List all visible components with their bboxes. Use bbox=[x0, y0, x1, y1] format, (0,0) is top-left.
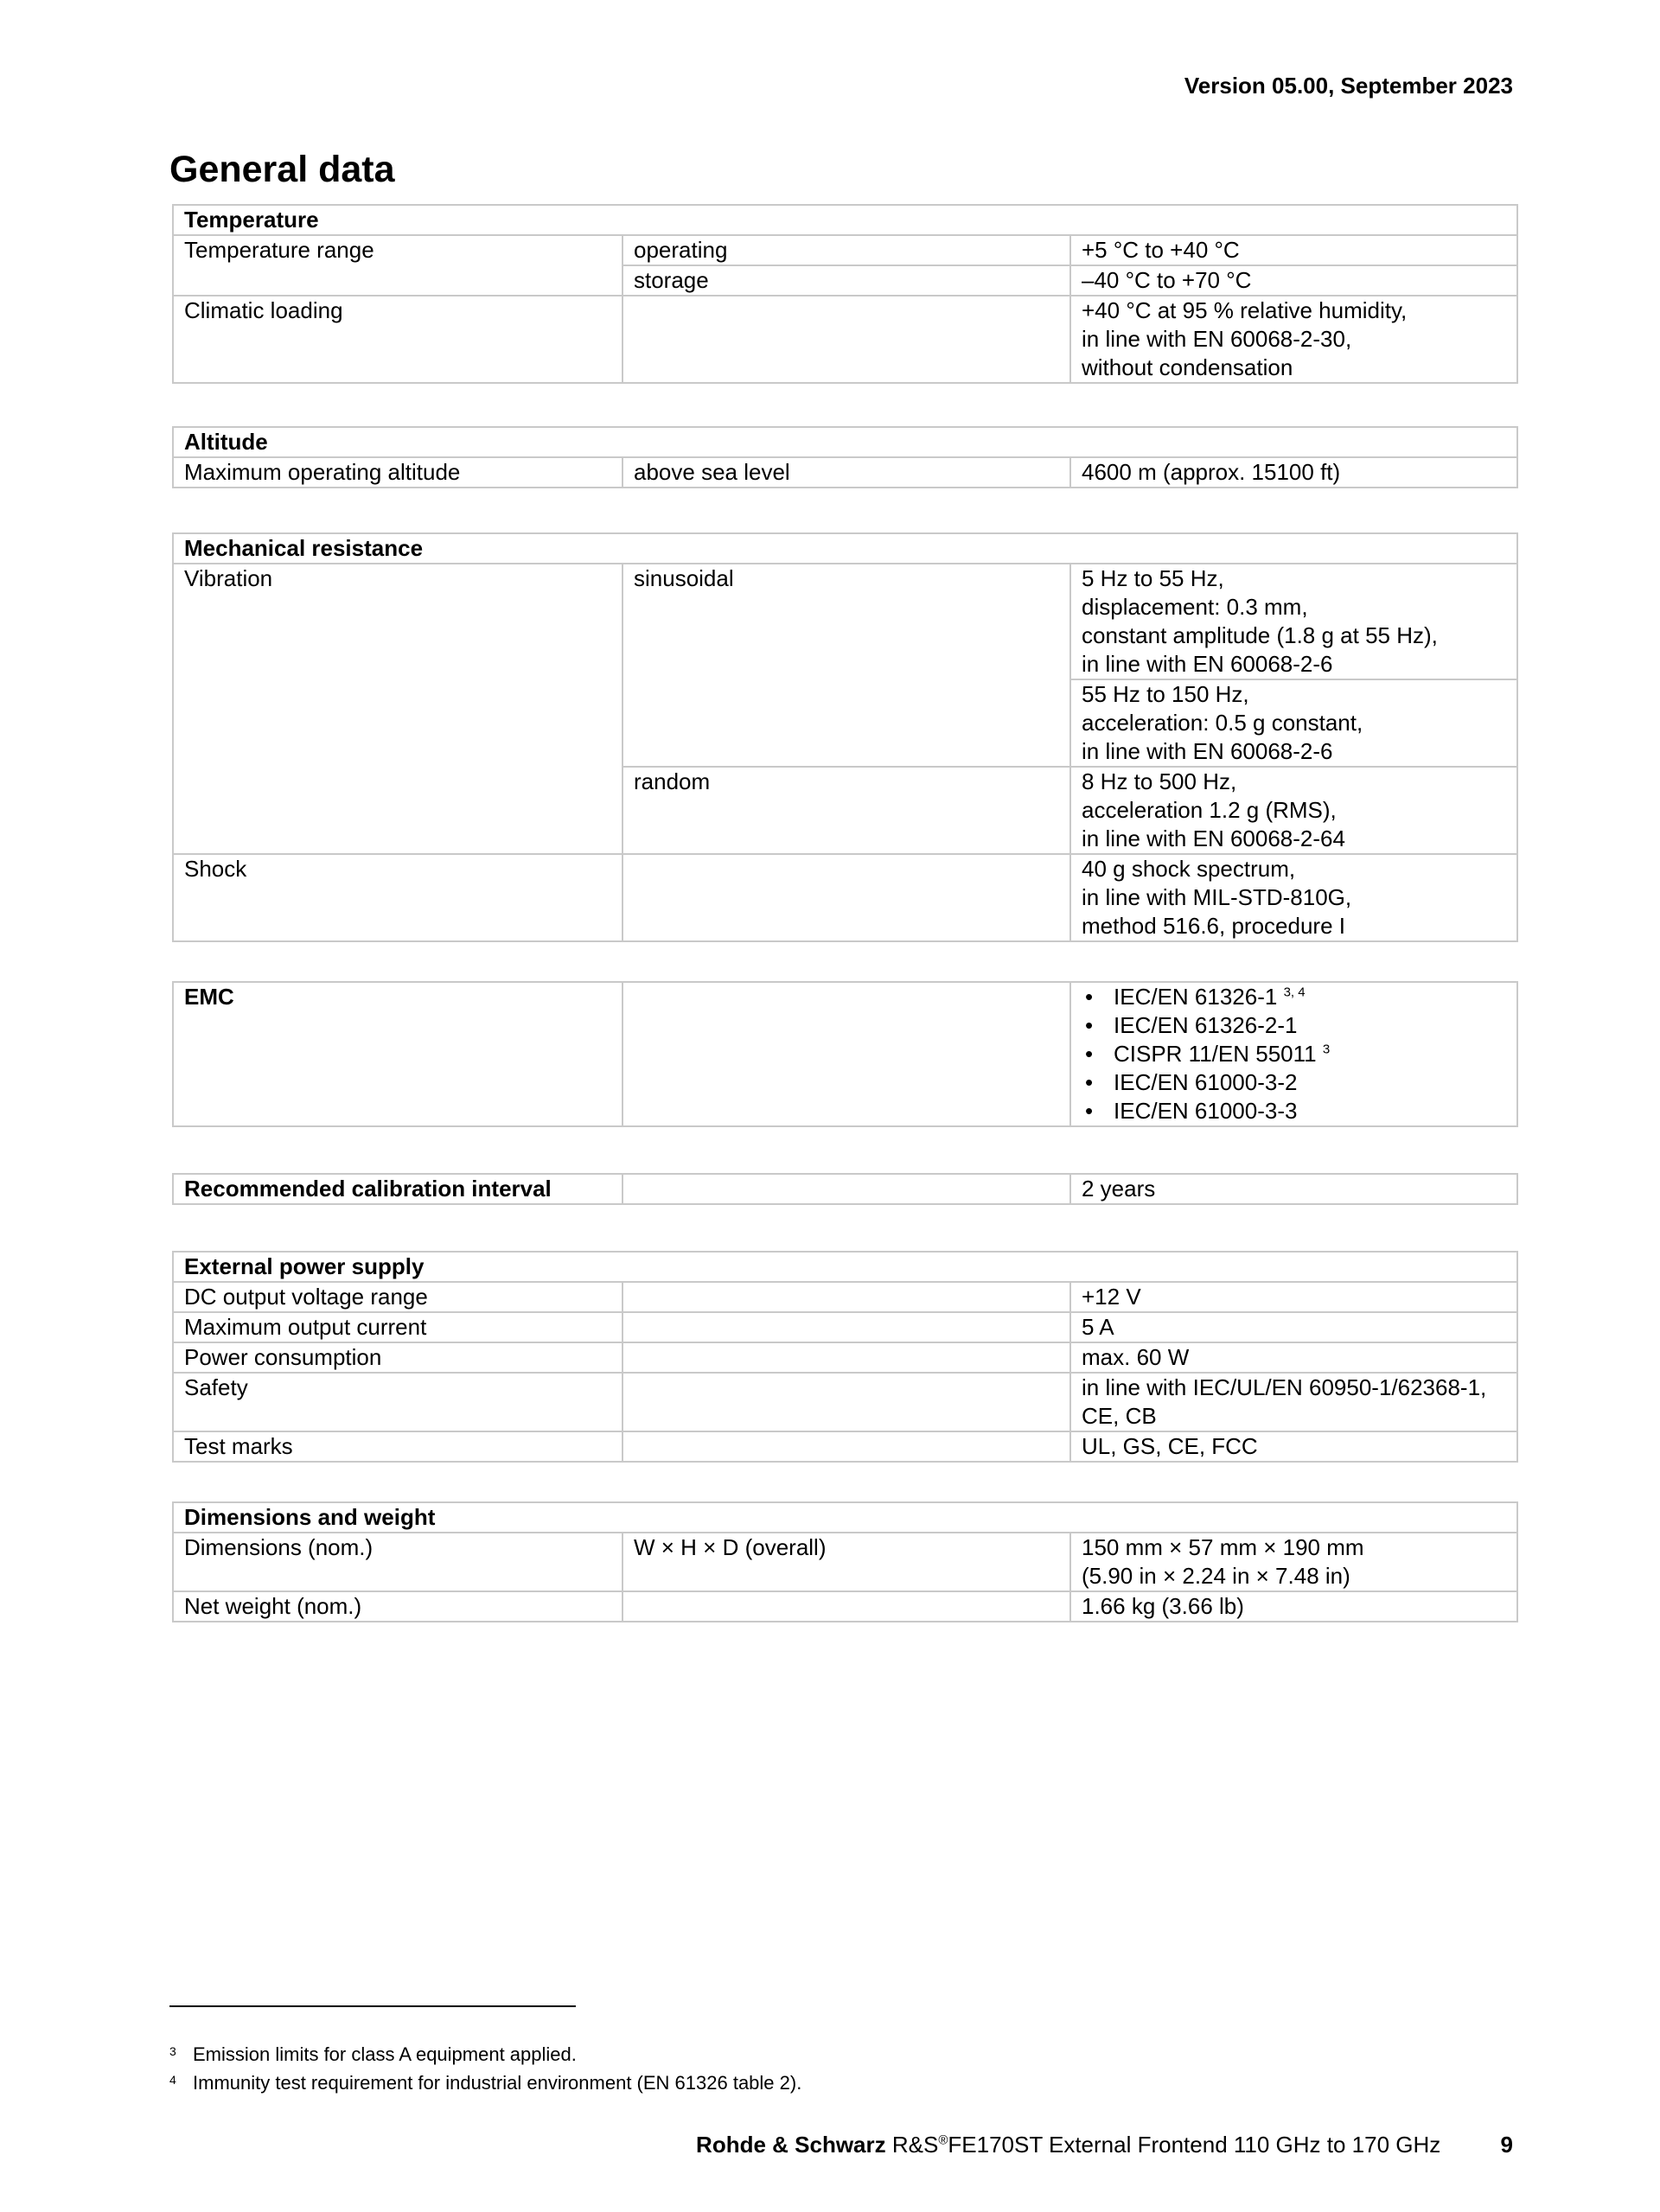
power-consumption-label: Power consumption bbox=[173, 1342, 622, 1373]
empty-cell bbox=[622, 1373, 1070, 1431]
footnote-mark: 3 bbox=[169, 2044, 176, 2058]
spec-line: in line with EN 60068-2-6 bbox=[1082, 651, 1333, 677]
emc-standards bbox=[1070, 982, 1517, 1126]
emc-item: • CISPR 11/EN 55011 $^3$ bbox=[1082, 1040, 1506, 1068]
spec-line: CE, CB bbox=[1082, 1403, 1157, 1429]
calibration-label: Recommended calibration interval bbox=[173, 1174, 622, 1204]
emc-item: • IEC/EN 61326-2-1 bbox=[1082, 1011, 1506, 1040]
altitude-condition: above sea level bbox=[622, 457, 1070, 488]
footnote-mark: 4 bbox=[169, 2073, 176, 2087]
footnote-text: Emission limits for class A equipment applied. bbox=[193, 2043, 577, 2065]
spec-line: method 516.6, procedure I bbox=[1082, 913, 1345, 939]
registered-mark: ® bbox=[938, 2132, 948, 2148]
dimensions-value bbox=[1070, 1533, 1517, 1591]
spec-line: constant amplitude (1.8 g at 55 Hz), bbox=[1082, 622, 1438, 648]
power-consumption-value: max. 60 W bbox=[1070, 1342, 1517, 1373]
footnote-divider bbox=[169, 2005, 576, 2007]
emc-table bbox=[172, 981, 1518, 1127]
spec-line: acceleration 1.2 g (RMS), bbox=[1082, 797, 1337, 823]
storage-label: storage bbox=[622, 265, 1070, 296]
spec-line: 55 Hz to 150 Hz, bbox=[1082, 681, 1249, 707]
emc-item: • IEC/EN 61326-1 $^{3, 4}$ bbox=[1082, 983, 1506, 1011]
calibration-table bbox=[172, 1173, 1518, 1205]
footnote bbox=[169, 2043, 577, 2066]
spec-line: 150 mm × 57 mm × 190 mm bbox=[1082, 1534, 1364, 1560]
spec-line: in line with IEC/UL/EN 60950-1/62368-1, bbox=[1082, 1374, 1487, 1400]
safety-label: Safety bbox=[173, 1373, 622, 1431]
altitude-title: Altitude bbox=[173, 427, 1517, 457]
safety-value bbox=[1070, 1373, 1517, 1431]
spec-line: 8 Hz to 500 Hz, bbox=[1082, 768, 1237, 794]
footer-product-prefix: R&S bbox=[891, 2132, 939, 2158]
climatic-line: in line with EN 60068-2-30, bbox=[1082, 326, 1352, 352]
operating-value: +5 °C to +40 °C bbox=[1070, 235, 1517, 265]
altitude-label: Maximum operating altitude bbox=[173, 457, 622, 488]
footnote-ref: 3, 4 bbox=[1283, 985, 1306, 1000]
emc-item: • IEC/EN 61000-3-2 bbox=[1082, 1068, 1506, 1097]
page-footer bbox=[696, 2132, 1513, 2158]
version-header: Version 05.00, September 2023 bbox=[1184, 73, 1513, 99]
page-title: General data bbox=[169, 149, 395, 190]
random-label: random bbox=[622, 767, 1070, 854]
footnote-text: Immunity test requirement for industrial environment (EN 61326 table 2). bbox=[193, 2072, 802, 2094]
spec-line: in line with MIL-STD-810G, bbox=[1082, 884, 1352, 910]
emc-item: • IEC/EN 61000-3-3 bbox=[1082, 1097, 1506, 1125]
dimensions-condition: W × H × D (overall) bbox=[622, 1533, 1070, 1591]
sinusoidal-value-2 bbox=[1070, 679, 1517, 767]
sinusoidal-value-1 bbox=[1070, 564, 1517, 679]
emc-title: EMC bbox=[173, 982, 622, 1126]
random-value bbox=[1070, 767, 1517, 854]
storage-value: –40 °C to +70 °C bbox=[1070, 265, 1517, 296]
temperature-title: Temperature bbox=[173, 205, 1517, 235]
mechanical-table bbox=[172, 532, 1518, 942]
empty-cell bbox=[622, 1312, 1070, 1342]
altitude-value: 4600 m (approx. 15100 ft) bbox=[1070, 457, 1517, 488]
spec-line: acceleration: 0.5 g constant, bbox=[1082, 710, 1363, 736]
test-marks-label: Test marks bbox=[173, 1431, 622, 1462]
calibration-condition bbox=[622, 1174, 1070, 1204]
power-title: External power supply bbox=[173, 1252, 1517, 1282]
shock-condition bbox=[622, 854, 1070, 941]
weight-label: Net weight (nom.) bbox=[173, 1591, 622, 1622]
spec-line: in line with EN 60068-2-6 bbox=[1082, 738, 1333, 764]
climatic-condition bbox=[622, 296, 1070, 383]
temperature-range-label: Temperature range bbox=[173, 235, 622, 296]
output-current-value: 5 A bbox=[1070, 1312, 1517, 1342]
dimensions-title: Dimensions and weight bbox=[173, 1502, 1517, 1533]
mechanical-title: Mechanical resistance bbox=[173, 533, 1517, 564]
spec-line: displacement: 0.3 mm, bbox=[1082, 594, 1308, 620]
test-marks-value: UL, GS, CE, FCC bbox=[1070, 1431, 1517, 1462]
empty-cell bbox=[622, 1282, 1070, 1312]
page-number: 9 bbox=[1500, 2132, 1513, 2158]
spec-line: 5 Hz to 55 Hz, bbox=[1082, 565, 1224, 591]
emc-condition bbox=[622, 982, 1070, 1126]
footer-product: FE170ST External Frontend 110 GHz to 170 GHz bbox=[948, 2132, 1441, 2158]
shock-label: Shock bbox=[173, 854, 622, 941]
output-current-label: Maximum output current bbox=[173, 1312, 622, 1342]
empty-cell bbox=[622, 1342, 1070, 1373]
climatic-line: +40 °C at 95 % relative humidity, bbox=[1082, 297, 1408, 323]
dimensions-table bbox=[172, 1501, 1518, 1622]
climatic-value bbox=[1070, 296, 1517, 383]
climatic-line: without condensation bbox=[1082, 354, 1293, 380]
spec-line: 40 g shock spectrum, bbox=[1082, 856, 1296, 882]
footnote-ref: 3 bbox=[1322, 1042, 1331, 1057]
temperature-table bbox=[172, 204, 1518, 384]
dc-voltage-label: DC output voltage range bbox=[173, 1282, 622, 1312]
shock-value bbox=[1070, 854, 1517, 941]
footnote bbox=[169, 2072, 801, 2094]
empty-cell bbox=[622, 1591, 1070, 1622]
altitude-table bbox=[172, 426, 1518, 488]
spec-line: (5.90 in × 2.24 in × 7.48 in) bbox=[1082, 1563, 1350, 1589]
climatic-label: Climatic loading bbox=[173, 296, 622, 383]
vibration-label: Vibration bbox=[173, 564, 622, 854]
footer-company: Rohde & Schwarz bbox=[696, 2132, 886, 2158]
dimensions-label: Dimensions (nom.) bbox=[173, 1533, 622, 1591]
emc-list bbox=[1082, 983, 1506, 1125]
spec-line: in line with EN 60068-2-64 bbox=[1082, 826, 1345, 851]
weight-value: 1.66 kg (3.66 lb) bbox=[1070, 1591, 1517, 1622]
dc-voltage-value: +12 V bbox=[1070, 1282, 1517, 1312]
sinusoidal-label: sinusoidal bbox=[622, 564, 1070, 767]
calibration-value: 2 years bbox=[1070, 1174, 1517, 1204]
operating-label: operating bbox=[622, 235, 1070, 265]
power-table bbox=[172, 1251, 1518, 1463]
empty-cell bbox=[622, 1431, 1070, 1462]
